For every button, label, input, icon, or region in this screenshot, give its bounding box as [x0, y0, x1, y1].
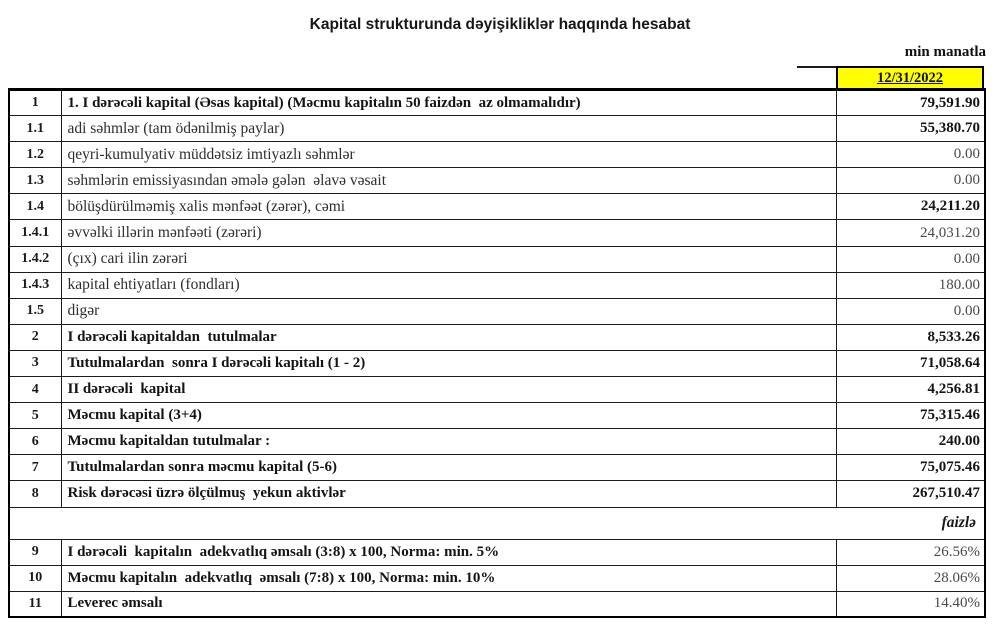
row-number-cell: 11: [9, 591, 61, 617]
row-label-cell: adi səhmlər (tam ödənilmiş paylar): [61, 116, 836, 142]
row-value-cell: 267,510.47: [836, 481, 985, 507]
row-label-cell: kapital ehtiyatları (fondları): [61, 272, 836, 298]
row-value-cell: 26.56%: [836, 539, 985, 565]
row-label-cell: (çıx) cari ilin zərəri: [61, 246, 836, 272]
row-label-cell: Risk dərəcəsi üzrə ölçülmuş yekun aktivlər: [61, 481, 836, 507]
table-row: [9, 429, 985, 455]
row-number-cell: 5: [9, 403, 61, 429]
percent-unit-cell: faizlə: [9, 507, 985, 539]
row-number-cell: 1.3: [9, 168, 61, 194]
row-value-cell: 55,380.70: [836, 116, 985, 142]
row-label-cell: I dərəcəli kapitalın adekvatlıq əmsalı (3:8) x 100, Norma: min. 5%: [61, 539, 836, 565]
table-row: [9, 298, 985, 324]
capital-structure-table: [8, 88, 986, 618]
table-row: [9, 539, 985, 565]
row-number-cell: 1.4.3: [9, 272, 61, 298]
row-value-cell: 79,591.90: [836, 90, 985, 116]
percent-unit-row: [9, 507, 985, 539]
table-row: [9, 194, 985, 220]
table-row: [9, 481, 985, 507]
row-number-cell: 6: [9, 429, 61, 455]
row-value-cell: 240.00: [836, 429, 985, 455]
row-value-cell: 0.00: [836, 142, 985, 168]
row-value-cell: 24,031.20: [836, 220, 985, 246]
row-value-cell: 180.00: [836, 272, 985, 298]
row-label-cell: digər: [61, 298, 836, 324]
row-number-cell: 9: [9, 539, 61, 565]
row-value-cell: 24,211.20: [836, 194, 985, 220]
row-value-cell: 75,075.46: [836, 455, 985, 481]
row-value-cell: 71,058.64: [836, 350, 985, 376]
row-number-cell: 1.2: [9, 142, 61, 168]
row-label-cell: II dərəcəli kapital: [61, 377, 836, 403]
row-number-cell: 10: [9, 565, 61, 591]
report-table-body: [9, 90, 985, 618]
row-value-cell: 4,256.81: [836, 377, 985, 403]
row-label-cell: əvvəlki illərin mənfəəti (zərəri): [61, 220, 836, 246]
row-label-cell: Tutulmalardan sonra məcmu kapital (5-6): [61, 455, 836, 481]
report-title: Kapital strukturunda dəyişikliklər haqqında hesabat: [309, 16, 691, 33]
table-row: [9, 403, 985, 429]
table-row: [9, 116, 985, 142]
table-row: [9, 377, 985, 403]
row-label-cell: bölüşdürülməmiş xalis mənfəət (zərər), cəmi: [61, 194, 836, 220]
row-number-cell: 1: [9, 90, 61, 116]
date-column-header: 12/31/2022: [836, 66, 984, 91]
table-row: [9, 324, 985, 350]
table-row: [9, 565, 985, 591]
currency-unit-label: min manatla: [904, 44, 986, 60]
row-value-cell: 75,315.46: [836, 403, 985, 429]
row-label-cell: Məcmu kapitalın adekvatlıq əmsalı (7:8) x 100, Norma: min. 10%: [61, 565, 836, 591]
row-label-cell: Leverec əmsalı: [61, 591, 836, 617]
row-number-cell: 3: [9, 350, 61, 376]
row-number-cell: 1.4.1: [9, 220, 61, 246]
row-label-cell: Məcmu kapital (3+4): [61, 403, 836, 429]
table-row: [9, 246, 985, 272]
row-number-cell: 1.4.2: [9, 246, 61, 272]
row-value-cell: 0.00: [836, 246, 985, 272]
header-border-tick: [797, 66, 838, 68]
row-number-cell: 1.5: [9, 298, 61, 324]
table-row: [9, 168, 985, 194]
table-row: [9, 272, 985, 298]
table-row: [9, 591, 985, 617]
table-row: [9, 220, 985, 246]
table-row: [9, 90, 985, 116]
table-row: [9, 142, 985, 168]
row-number-cell: 4: [9, 377, 61, 403]
row-label-cell: I dərəcəli kapitaldan tutulmalar: [61, 324, 836, 350]
row-label-cell: səhmlərin emissiyasından əmələ gələn əlavə vəsait: [61, 168, 836, 194]
table-row: [9, 455, 985, 481]
row-label-cell: 1. I dərəcəli kapital (Əsas kapital) (Məcmu kapitalın 50 faizdən az olmamalıdır): [61, 90, 836, 116]
row-value-cell: 14.40%: [836, 591, 985, 617]
table-row: [9, 350, 985, 376]
row-value-cell: 0.00: [836, 168, 985, 194]
row-label-cell: Məcmu kapitaldan tutulmalar :: [61, 429, 836, 455]
row-value-cell: 0.00: [836, 298, 985, 324]
row-number-cell: 7: [9, 455, 61, 481]
row-number-cell: 1.4: [9, 194, 61, 220]
row-number-cell: 8: [9, 481, 61, 507]
row-label-cell: qeyri-kumulyativ müddətsiz imtiyazlı səhmlər: [61, 142, 836, 168]
row-number-cell: 1.1: [9, 116, 61, 142]
row-value-cell: 8,533.26: [836, 324, 985, 350]
row-label-cell: Tutulmalardan sonra I dərəcəli kapitalı (1 - 2): [61, 350, 836, 376]
row-value-cell: 28.06%: [836, 565, 985, 591]
row-number-cell: 2: [9, 324, 61, 350]
